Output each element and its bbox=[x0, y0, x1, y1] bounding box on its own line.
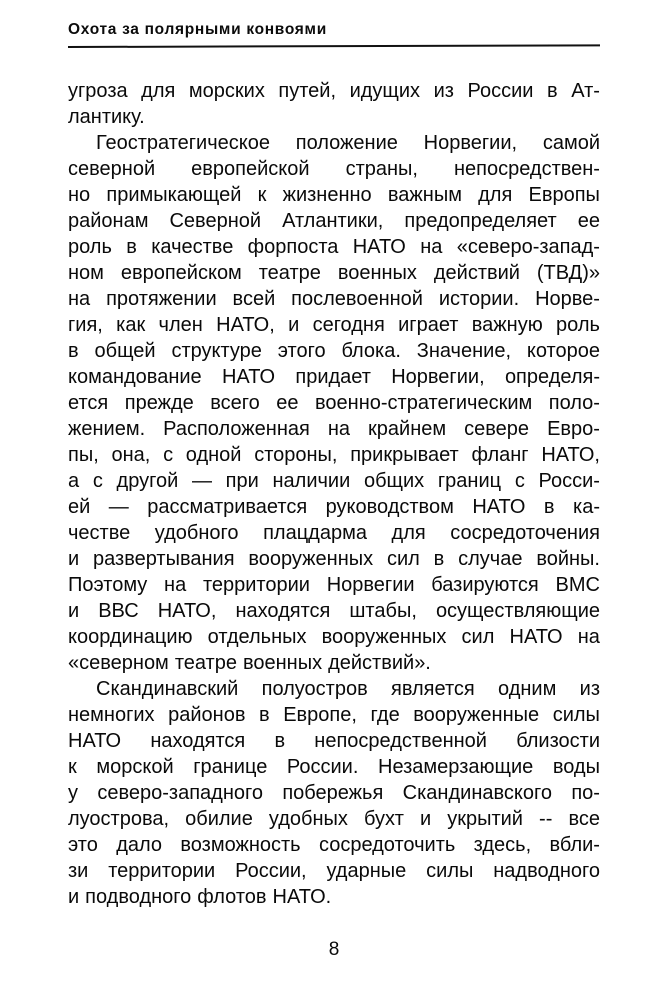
word: но bbox=[68, 184, 91, 206]
word: военных bbox=[337, 262, 417, 284]
word: Норвегии, bbox=[423, 132, 518, 154]
word: всего bbox=[210, 392, 260, 414]
word: в bbox=[543, 496, 555, 518]
word: сил bbox=[461, 626, 495, 648]
word: побережья bbox=[282, 782, 384, 804]
word: у bbox=[68, 782, 78, 804]
word: северной bbox=[68, 158, 156, 180]
paragraph bbox=[68, 130, 600, 676]
word: гия, bbox=[68, 314, 103, 336]
word: ном bbox=[68, 262, 104, 284]
text-line bbox=[68, 338, 600, 364]
word: бухт bbox=[363, 808, 404, 830]
word: вооруженные bbox=[413, 704, 540, 726]
word: — bbox=[191, 470, 212, 492]
word: угроза bbox=[68, 80, 128, 102]
word: фланг bbox=[471, 444, 529, 466]
word: находятся bbox=[150, 730, 246, 752]
word: подводного bbox=[85, 886, 192, 908]
word: на bbox=[68, 288, 91, 310]
word: укрытий bbox=[447, 808, 523, 830]
word: где bbox=[370, 704, 400, 726]
word: и bbox=[288, 314, 300, 336]
word: осуществляющие bbox=[435, 600, 600, 622]
word: НАТО bbox=[221, 366, 276, 388]
word: на bbox=[164, 574, 187, 596]
word: страны, bbox=[345, 158, 418, 180]
word: России bbox=[467, 80, 534, 102]
word: рассматривается bbox=[147, 496, 308, 518]
paragraph bbox=[68, 78, 600, 130]
word: воды bbox=[552, 756, 600, 778]
word: базируются bbox=[431, 574, 539, 596]
word: Незамерзающие bbox=[378, 756, 534, 778]
word: вбли- bbox=[549, 834, 600, 856]
word: одним bbox=[498, 678, 557, 700]
word: Европы bbox=[528, 184, 600, 206]
word: честве bbox=[68, 522, 131, 544]
word: жением. bbox=[68, 418, 146, 440]
running-head-title: Охота за полярными конвоями bbox=[68, 21, 327, 38]
word: НАТО. bbox=[272, 886, 332, 908]
text-line bbox=[68, 208, 600, 234]
word: НАТО bbox=[352, 236, 406, 258]
word: к bbox=[257, 184, 267, 206]
word: руководством bbox=[325, 496, 454, 518]
word: морской bbox=[96, 756, 174, 778]
word: Северной bbox=[169, 210, 262, 232]
word: послевоенной bbox=[291, 288, 423, 310]
word: и bbox=[419, 808, 432, 830]
word: действий». bbox=[328, 652, 431, 674]
word: стороны, bbox=[254, 444, 338, 466]
word: поло- bbox=[548, 392, 600, 414]
word: здесь, bbox=[473, 834, 532, 856]
word: зи bbox=[68, 860, 89, 882]
word: театре bbox=[174, 652, 237, 674]
text-line bbox=[68, 676, 600, 702]
word: блока. bbox=[341, 340, 401, 362]
word: по- bbox=[571, 782, 600, 804]
word: НАТО, bbox=[541, 444, 600, 466]
text-line bbox=[68, 598, 600, 624]
word: войны. bbox=[536, 548, 600, 570]
word: идущих bbox=[349, 80, 421, 102]
word: она, bbox=[111, 444, 151, 466]
word: штабы, bbox=[349, 600, 417, 622]
text-line bbox=[68, 546, 600, 572]
word: для bbox=[391, 522, 426, 544]
body-text-block bbox=[68, 78, 600, 910]
word: Европе, bbox=[283, 704, 357, 726]
word: Геостратегическое bbox=[96, 132, 270, 154]
text-line bbox=[68, 728, 600, 754]
word: протяжении bbox=[106, 288, 217, 310]
word: предопределяет bbox=[404, 210, 557, 232]
word: ей bbox=[68, 496, 91, 518]
running-head bbox=[68, 20, 600, 40]
word: луострова, bbox=[68, 808, 170, 830]
text-line bbox=[68, 806, 600, 832]
word: Атлантики, bbox=[282, 210, 384, 232]
word: границ bbox=[437, 470, 502, 492]
word: близости bbox=[516, 730, 600, 752]
word: путей, bbox=[278, 80, 337, 102]
word: на bbox=[327, 418, 351, 440]
word: качестве bbox=[151, 236, 234, 258]
word: «северо-запад- bbox=[456, 236, 600, 258]
word: положение bbox=[295, 132, 398, 154]
text-line bbox=[68, 572, 600, 598]
word: в bbox=[547, 80, 558, 102]
text-line bbox=[68, 780, 600, 806]
word: ка- bbox=[573, 496, 600, 518]
word: на bbox=[420, 236, 443, 258]
word: для bbox=[478, 184, 513, 206]
word: ударные bbox=[326, 860, 407, 882]
running-head-rule bbox=[68, 44, 600, 48]
word: важным bbox=[387, 184, 462, 206]
text-line bbox=[68, 260, 600, 286]
word: прикрывает bbox=[350, 444, 459, 466]
word: отдельных bbox=[207, 626, 307, 648]
word: «северном bbox=[68, 652, 169, 674]
text-line bbox=[68, 832, 600, 858]
text-line bbox=[68, 650, 600, 676]
word: является bbox=[391, 678, 475, 700]
word: — bbox=[108, 496, 129, 518]
word: жизненно bbox=[282, 184, 372, 206]
word: ется bbox=[68, 392, 109, 414]
word: для bbox=[141, 80, 176, 102]
text-line bbox=[68, 182, 600, 208]
word: в bbox=[126, 236, 137, 258]
word: все bbox=[568, 808, 600, 830]
word: форпоста bbox=[247, 236, 339, 258]
word: придает bbox=[295, 366, 371, 388]
text-line bbox=[68, 520, 600, 546]
word: истории. bbox=[438, 288, 520, 310]
text-line bbox=[68, 702, 600, 728]
word: примыкающей bbox=[106, 184, 242, 206]
word: структуре bbox=[171, 340, 262, 362]
word: на bbox=[577, 626, 600, 648]
word: определя- bbox=[504, 366, 600, 388]
word: как bbox=[116, 314, 146, 336]
word: Скандинавский bbox=[96, 678, 239, 700]
word: сосредоточить bbox=[318, 834, 456, 856]
page-number: 8 bbox=[328, 939, 340, 960]
word: важную bbox=[471, 314, 543, 336]
text-line bbox=[68, 754, 600, 780]
word: территории bbox=[108, 860, 216, 882]
text-line bbox=[68, 130, 600, 156]
word: севере bbox=[464, 418, 530, 440]
text-line bbox=[68, 364, 600, 390]
word: ее bbox=[577, 210, 600, 232]
word: в bbox=[274, 730, 286, 752]
word: роль bbox=[556, 314, 600, 336]
word: Норвегии, bbox=[391, 366, 485, 388]
word: общей bbox=[94, 340, 156, 362]
word: находятся bbox=[235, 600, 331, 622]
word: роль bbox=[68, 236, 112, 258]
word: надводного bbox=[493, 860, 600, 882]
word: дало bbox=[116, 834, 162, 856]
text-line bbox=[68, 156, 600, 182]
word: с bbox=[92, 470, 103, 492]
word: развертывания bbox=[93, 548, 235, 570]
word: прежде bbox=[124, 392, 194, 414]
word: полуостров bbox=[261, 678, 368, 700]
word: вооруженных bbox=[321, 626, 447, 648]
word: в bbox=[259, 704, 270, 726]
word: военно-стратегическим bbox=[315, 392, 533, 414]
word: с bbox=[514, 470, 525, 492]
word: НАТО, bbox=[157, 600, 217, 622]
word: Поэтому bbox=[68, 574, 148, 596]
word: в bbox=[433, 548, 445, 570]
word: играет bbox=[398, 314, 459, 336]
word: плацдарма bbox=[263, 522, 367, 544]
word: театре bbox=[258, 262, 321, 284]
word: к bbox=[68, 756, 77, 778]
word: территории bbox=[202, 574, 310, 596]
word: районам bbox=[68, 210, 149, 232]
word: удобных bbox=[268, 808, 348, 830]
text-line bbox=[68, 858, 600, 884]
word: одной bbox=[185, 444, 242, 466]
text-line bbox=[68, 390, 600, 416]
word: всей bbox=[232, 288, 276, 310]
word: ВМС bbox=[555, 574, 600, 596]
word: возможность bbox=[180, 834, 301, 856]
word: районов bbox=[168, 704, 246, 726]
word: сосредоточения bbox=[450, 522, 600, 544]
word: сегодня bbox=[312, 314, 385, 336]
word: северо-западного bbox=[97, 782, 263, 804]
word: ее bbox=[276, 392, 299, 414]
word: из bbox=[579, 678, 600, 700]
text-line bbox=[68, 624, 600, 650]
word: командование bbox=[68, 366, 202, 388]
word: морских bbox=[188, 80, 265, 102]
word: обилие bbox=[185, 808, 253, 830]
word: силы bbox=[552, 704, 600, 726]
word: а bbox=[68, 470, 80, 492]
word: самой bbox=[542, 132, 600, 154]
word: действий bbox=[433, 262, 520, 284]
word: России. bbox=[286, 756, 359, 778]
text-line bbox=[68, 78, 600, 104]
word: НАТО, bbox=[216, 314, 275, 336]
word: европейской bbox=[191, 158, 310, 180]
text-line bbox=[68, 442, 600, 468]
word: пы, bbox=[68, 444, 99, 466]
word: лантику. bbox=[68, 106, 145, 128]
word: (ТВД)» bbox=[536, 262, 600, 284]
word: непосредствен- bbox=[453, 158, 600, 180]
word: этого bbox=[277, 340, 326, 362]
word: сил bbox=[386, 548, 420, 570]
word: европейском bbox=[120, 262, 242, 284]
word: НАТО bbox=[472, 496, 526, 518]
word: Скандинавского bbox=[402, 782, 552, 804]
word: России, bbox=[235, 860, 307, 882]
word: Норвегии bbox=[326, 574, 415, 596]
word: Евро- bbox=[547, 418, 600, 440]
word: военных bbox=[242, 652, 323, 674]
word: немногих bbox=[68, 704, 155, 726]
word: при bbox=[225, 470, 259, 492]
word: наличии bbox=[272, 470, 351, 492]
word: Расположенная bbox=[163, 418, 310, 440]
word: с bbox=[163, 444, 174, 466]
word: это bbox=[68, 834, 98, 856]
word: в bbox=[68, 340, 79, 362]
word: -- bbox=[539, 808, 553, 830]
word: Норве- bbox=[535, 288, 600, 310]
word: Ат- bbox=[571, 80, 600, 102]
text-line bbox=[68, 884, 600, 910]
word: Росси- bbox=[538, 470, 600, 492]
word: другой bbox=[116, 470, 179, 492]
word: крайнем bbox=[368, 418, 447, 440]
paragraph bbox=[68, 676, 600, 910]
word: вооруженных bbox=[248, 548, 374, 570]
word: и bbox=[68, 600, 80, 622]
word: границе bbox=[193, 756, 268, 778]
text-line bbox=[68, 234, 600, 260]
word: силы bbox=[426, 860, 474, 882]
text-line bbox=[68, 416, 600, 442]
word: общих bbox=[363, 470, 425, 492]
word: удобного bbox=[154, 522, 239, 544]
word: член bbox=[158, 314, 203, 336]
word: и bbox=[68, 548, 80, 570]
text-line bbox=[68, 494, 600, 520]
word: и bbox=[68, 886, 80, 908]
word: НАТО bbox=[68, 730, 122, 752]
word: из bbox=[433, 80, 454, 102]
word: которое bbox=[526, 340, 600, 362]
text-line bbox=[68, 468, 600, 494]
word: случае bbox=[458, 548, 523, 570]
word: Значение, bbox=[416, 340, 511, 362]
word: флотов bbox=[197, 886, 267, 908]
text-line bbox=[68, 312, 600, 338]
text-line bbox=[68, 286, 600, 312]
text-line bbox=[68, 104, 600, 130]
word: НАТО bbox=[509, 626, 563, 648]
word: координацию bbox=[68, 626, 193, 648]
word: ВВС bbox=[98, 600, 139, 622]
word: непосредственной bbox=[314, 730, 487, 752]
